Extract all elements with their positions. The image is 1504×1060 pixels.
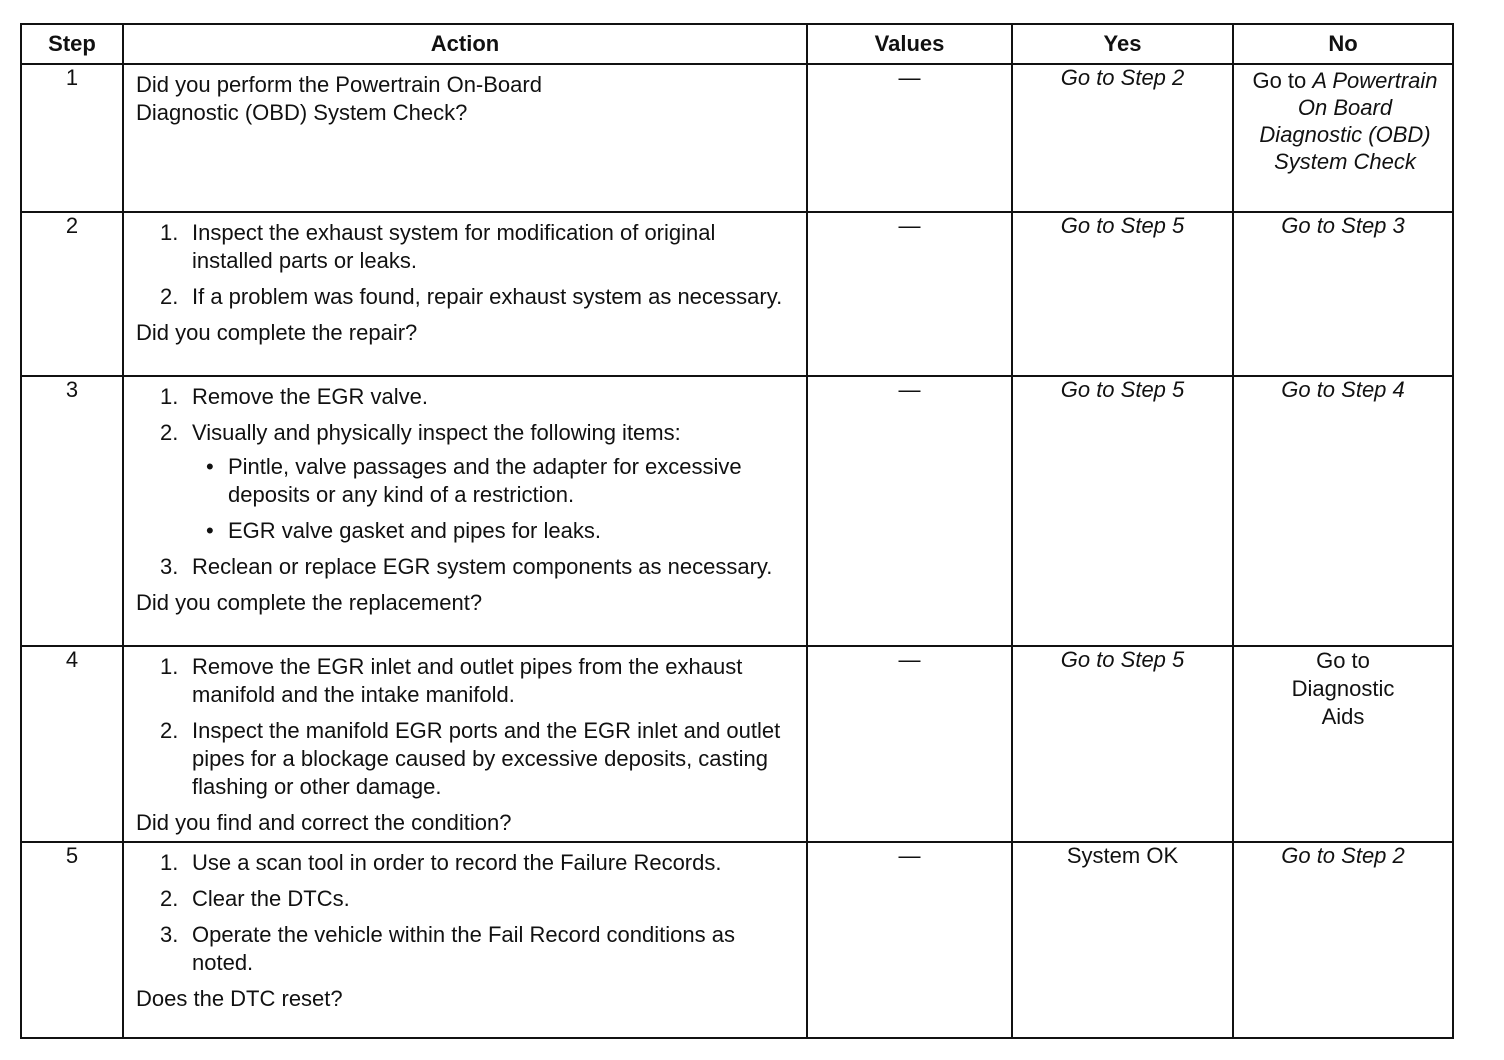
bullet-icon: • <box>206 518 214 543</box>
action-question: Does the DTC reset? <box>136 986 343 1011</box>
yes-link[interactable]: Go to Step 2 <box>1012 64 1233 212</box>
substep-number: 3. <box>160 554 179 579</box>
no-link[interactable]: Go to Step 4 <box>1233 376 1453 646</box>
substep-number: 2. <box>160 284 179 309</box>
bullet-item <box>206 453 796 509</box>
no-cell <box>1233 64 1453 212</box>
action-intro: Did you perform the Powertrain On-Board Diagnostic (OBD) System Check? <box>136 72 542 125</box>
substep <box>160 885 796 913</box>
no-link[interactable]: A Powertrain On Board Diagnostic (OBD) System Check <box>1259 68 1438 174</box>
step-number: 5 <box>21 842 123 1038</box>
no-link-text: Go to Diagnostic Aids <box>1291 648 1395 729</box>
no-link[interactable] <box>1233 646 1453 842</box>
table-row <box>21 646 1453 842</box>
header-step: Step <box>21 24 123 64</box>
step-number: 2 <box>21 212 123 376</box>
table-row <box>21 64 1453 212</box>
step-number: 3 <box>21 376 123 646</box>
substep <box>160 553 796 581</box>
bullet-list <box>192 453 796 545</box>
action-cell <box>123 646 807 842</box>
substep-text: Remove the EGR inlet and outlet pipes from the exhaust manifold and the intake manifold. <box>192 654 743 707</box>
substep <box>160 653 796 709</box>
substep-list <box>136 383 796 581</box>
substep-text: Inspect the manifold EGR ports and the EGR inlet and outlet pipes for a blockage caused by excessive deposits, casting flashing or other damage. <box>192 718 781 799</box>
substep-text: Operate the vehicle within the Fail Record conditions as noted. <box>192 922 735 975</box>
substep-number: 2. <box>160 718 179 743</box>
value-cell: — <box>807 646 1012 842</box>
action-cell <box>123 64 807 212</box>
substep-list <box>136 849 796 977</box>
substep <box>160 219 796 275</box>
yes-link[interactable]: Go to Step 5 <box>1012 376 1233 646</box>
substep-number: 2. <box>160 886 179 911</box>
substep-list <box>136 219 796 311</box>
bullet-icon: • <box>206 454 214 479</box>
table-row <box>21 376 1453 646</box>
substep <box>160 283 796 311</box>
header-no: No <box>1233 24 1453 64</box>
yes-link[interactable]: Go to Step 5 <box>1012 646 1233 842</box>
action-question: Did you complete the replacement? <box>136 590 483 615</box>
no-link[interactable]: Go to Step 3 <box>1233 212 1453 376</box>
step-number: 1 <box>21 64 123 212</box>
step-number: 4 <box>21 646 123 842</box>
substep-text: Clear the DTCs. <box>192 886 350 911</box>
yes-result: System OK <box>1012 842 1233 1038</box>
table-row <box>21 212 1453 376</box>
value-cell: — <box>807 376 1012 646</box>
value-cell: — <box>807 842 1012 1038</box>
no-prefix: Go to <box>1252 68 1307 93</box>
substep-text: Remove the EGR valve. <box>192 384 428 409</box>
header-values: Values <box>807 24 1012 64</box>
substep <box>160 419 796 545</box>
bullet-text: EGR valve gasket and pipes for leaks. <box>228 518 601 543</box>
substep <box>160 717 796 801</box>
substep-text: Visually and physically inspect the following items: <box>192 420 681 445</box>
value-cell: — <box>807 64 1012 212</box>
substep-number: 1. <box>160 384 179 409</box>
action-cell <box>123 376 807 646</box>
action-question: Did you find and correct the condition? <box>136 810 512 835</box>
yes-link[interactable]: Go to Step 5 <box>1012 212 1233 376</box>
action-question: Did you complete the repair? <box>136 320 418 345</box>
value-cell: — <box>807 212 1012 376</box>
substep-number: 3. <box>160 922 179 947</box>
substep-text: Inspect the exhaust system for modification of original installed parts or leaks. <box>192 220 716 273</box>
substep-text: Use a scan tool in order to record the Failure Records. <box>192 850 722 875</box>
bullet-text: Pintle, valve passages and the adapter for excessive deposits or any kind of a restriction. <box>228 454 742 507</box>
header-yes: Yes <box>1012 24 1233 64</box>
action-cell <box>123 842 807 1038</box>
no-link[interactable]: Go to Step 2 <box>1233 842 1453 1038</box>
header-row <box>21 24 1453 64</box>
diagnostic-table <box>20 23 1454 1039</box>
substep <box>160 921 796 977</box>
substep <box>160 849 796 877</box>
substep <box>160 383 796 411</box>
substep-number: 1. <box>160 850 179 875</box>
substep-number: 2. <box>160 420 179 445</box>
action-cell <box>123 212 807 376</box>
substep-text: If a problem was found, repair exhaust system as necessary. <box>192 284 783 309</box>
header-action: Action <box>123 24 807 64</box>
substep-list <box>136 653 796 801</box>
bullet-item <box>206 517 796 545</box>
table-row <box>21 842 1453 1038</box>
substep-text: Reclean or replace EGR system components as necessary. <box>192 554 773 579</box>
substep-number: 1. <box>160 654 179 679</box>
substep-number: 1. <box>160 220 179 245</box>
